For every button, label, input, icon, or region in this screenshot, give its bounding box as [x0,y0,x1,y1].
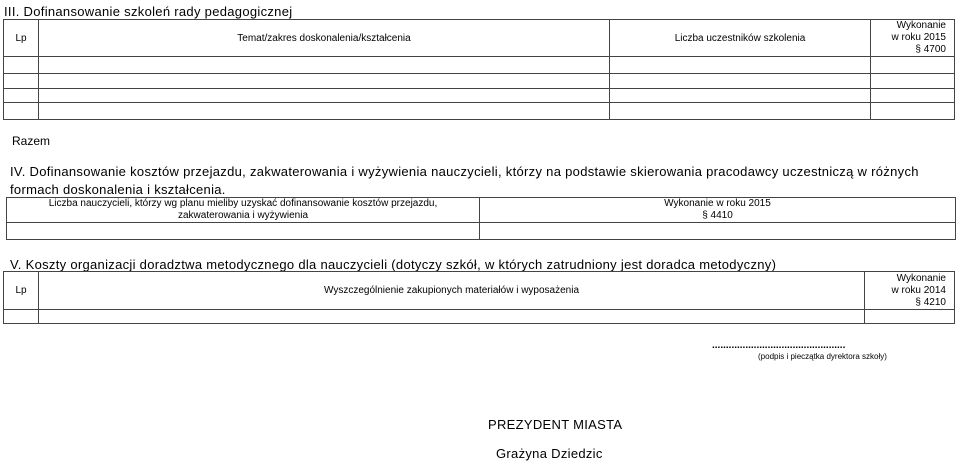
total-label: Razem [12,134,51,148]
table-row [4,57,955,74]
col-topic-header: Temat/zakres doskonalenia/kształcenia [39,20,610,57]
col-exec-line2: w roku 2015 [891,32,946,43]
table-row [4,89,955,103]
section4-title-line1: IV. Dofinansowanie kosztów przejazdu, zakwaterowania i wyżywienia nauczycieli, którzy na podstawie skierowania pracodawcy uczestniczą w różnych [10,164,919,179]
col-exec-line2: w roku 2014 [891,284,946,296]
table-row [4,74,955,89]
table-row [4,103,955,120]
col-exec-line3: § 4210 [915,296,946,308]
table-header-row [7,198,956,223]
table-row [4,310,955,324]
col-desc-header: Wyszczególnienie zakupionych materiałów i wyposażenia [39,272,865,310]
col-exec-line1: Wykonanie [896,272,946,284]
col-teachers-line2: zakwaterowania i wyżywienia [177,210,309,221]
section3-table [3,19,955,120]
col-lp-header: Lp [4,20,39,57]
col-exec-line3: § 4700 [915,44,946,55]
section5-title: V. Koszty organizacji doradztwa metodycznego dla nauczycieli (dotyczy szkół, w których zatrudniony jest doradca metodyczny) [10,257,777,272]
section4-table [6,197,956,240]
col-teachers-line1: Liczba nauczycieli, którzy wg planu mieliby uzyskać dofinansowanie kosztów przejazdu, [48,198,438,209]
signature-line: ................................................ [712,340,846,351]
col-exec-header [865,272,955,310]
col-exec-header [480,198,956,223]
col-lp-header: Lp [4,272,39,310]
footer-name: Grażyna Dziedzic [496,446,603,461]
col-exec-line1: Wykonanie [896,20,946,31]
table-header-row [4,272,955,310]
table-header-row [4,20,955,57]
col-exec-header [871,20,955,57]
col-exec-line1: Wykonanie w roku 2015 [664,198,771,209]
section4-title-line2: formach doskonalenia i kształcenia. [10,182,226,197]
col-count-header: Liczba uczestników szkolenia [610,20,871,57]
col-teachers-header [7,198,480,223]
section3-title: III. Dofinansowanie szkoleń rady pedagogicznej [4,4,293,19]
signature-caption: (podpis i pieczątka dyrektora szkoły) [758,352,887,361]
table-row [7,223,956,240]
col-exec-line2: § 4410 [702,210,733,221]
section5-table [3,271,955,324]
footer-office: PREZYDENT MIASTA [488,417,623,432]
